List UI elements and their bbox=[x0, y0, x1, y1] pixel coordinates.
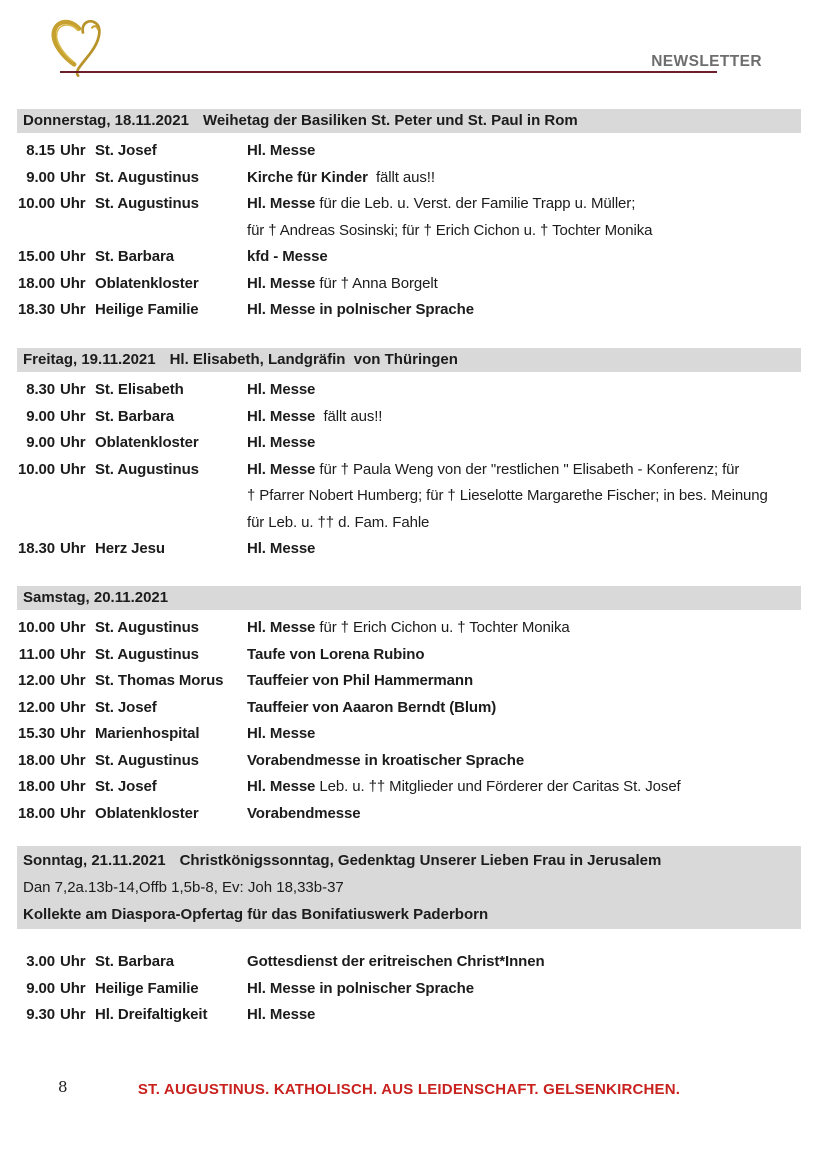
schedule-row bbox=[17, 1002, 801, 1029]
uhr-label: Uhr bbox=[60, 751, 86, 769]
description-cell bbox=[247, 536, 315, 563]
uhr-label: Uhr bbox=[60, 407, 86, 425]
schedule-rows bbox=[17, 949, 801, 1029]
uhr-label: Uhr bbox=[60, 778, 86, 795]
event-intention: für † Andreas Sosinski; für † Erich Cichon u. † Tochter Monika bbox=[247, 221, 653, 239]
event-name: Hl. Messe in polnischer Sprache bbox=[247, 979, 474, 997]
description-cell bbox=[247, 457, 739, 484]
time-cell: 8.30 bbox=[26, 381, 55, 398]
event-name: Hl. Messe bbox=[247, 619, 316, 636]
event-name: Kirche für Kinder bbox=[247, 168, 368, 186]
event-name: Hl. Messe bbox=[247, 460, 316, 478]
footer-slogan: ST. AUGUSTINUS. KATHOLISCH. AUS LEIDENSCHAFT. GELSENKIRCHEN. bbox=[137, 1081, 681, 1098]
event-intention: † Pfarrer Nobert Humberg; für † Lieselotte Margarethe Fischer; in bes. Meinung bbox=[247, 487, 768, 504]
description-cell bbox=[247, 483, 768, 510]
day-section-header-line bbox=[17, 586, 801, 610]
time-cell: 18.00 bbox=[17, 274, 55, 292]
time-cell: 10.00 bbox=[17, 460, 55, 478]
event-name: Hl. Messe bbox=[247, 381, 316, 398]
event-name: Tauffeier von Aaaron Berndt (Blum) bbox=[247, 698, 497, 716]
uhr-label: Uhr bbox=[60, 619, 86, 636]
day-section-header-line bbox=[17, 348, 801, 372]
section-date: Donnerstag, 18.11.2021 bbox=[23, 112, 189, 129]
time-cell: 9.00 bbox=[26, 168, 55, 186]
section-date: Sonntag, 21.11.2021 bbox=[23, 852, 166, 869]
location-cell: St. Augustinus bbox=[95, 751, 199, 769]
uhr-label: Uhr bbox=[60, 979, 86, 997]
time-cell: 3.00 bbox=[26, 953, 55, 970]
location-cell: St. Augustinus bbox=[95, 195, 199, 212]
day-section bbox=[17, 109, 801, 324]
event-name: Hl. Messe bbox=[247, 142, 316, 159]
time-cell: 8.15 bbox=[26, 142, 55, 159]
schedule-row bbox=[17, 457, 801, 484]
schedule-rows bbox=[17, 138, 801, 324]
location-cell: St. Thomas Morus bbox=[95, 672, 224, 689]
schedule-row bbox=[17, 536, 801, 563]
description-cell bbox=[247, 404, 382, 431]
location-cell: Hl. Dreifaltigkeit bbox=[95, 1006, 208, 1023]
description-cell bbox=[247, 297, 474, 324]
description-cell bbox=[247, 642, 424, 669]
event-name: Gottesdienst der eritreischen Christ*Innen bbox=[247, 953, 545, 970]
description-cell bbox=[247, 138, 315, 165]
time-cell: 18.30 bbox=[17, 301, 55, 318]
description-cell bbox=[247, 430, 315, 457]
event-intention: für † Anna Borgelt bbox=[315, 274, 438, 292]
event-name: Hl. Messe bbox=[247, 407, 316, 425]
location-cell: St. Augustinus bbox=[95, 168, 199, 186]
day-section-header bbox=[17, 109, 801, 133]
location-cell: St. Augustinus bbox=[95, 645, 199, 663]
time-cell: 15.00 bbox=[17, 248, 55, 265]
uhr-label: Uhr bbox=[60, 645, 86, 663]
description-cell bbox=[247, 191, 635, 218]
uhr-label: Uhr bbox=[60, 953, 86, 970]
day-section-header bbox=[17, 586, 801, 610]
section-date: Freitag, 19.11.2021 bbox=[23, 351, 156, 368]
uhr-label: Uhr bbox=[60, 672, 86, 689]
schedule-row bbox=[17, 377, 801, 404]
location-cell: St. Josef bbox=[95, 778, 157, 795]
location-cell: Oblatenkloster bbox=[95, 274, 199, 292]
day-section bbox=[17, 846, 801, 1029]
event-intention: für Leb. u. †† d. Fam. Fahle bbox=[247, 513, 430, 531]
event-name: Hl. Messe bbox=[247, 434, 316, 451]
time-cell: 10.00 bbox=[17, 195, 55, 212]
description-cell bbox=[247, 244, 328, 271]
time-cell: 15.30 bbox=[17, 725, 55, 742]
time-cell: 9.00 bbox=[26, 434, 55, 451]
schedule-row-continuation bbox=[17, 218, 801, 245]
section-title: Weihetag der Basiliken St. Peter und St. Paul in Rom bbox=[202, 112, 578, 129]
description-cell bbox=[247, 615, 570, 642]
uhr-label: Uhr bbox=[60, 434, 86, 451]
uhr-label: Uhr bbox=[60, 274, 86, 292]
description-cell bbox=[247, 748, 524, 775]
time-cell: 9.00 bbox=[26, 979, 55, 997]
location-cell: St. Josef bbox=[95, 142, 157, 159]
location-cell: St. Josef bbox=[95, 698, 157, 716]
description-cell bbox=[247, 976, 474, 1003]
time-cell: 9.30 bbox=[26, 1006, 55, 1023]
time-cell: 18.00 bbox=[17, 751, 55, 769]
location-cell: Heilige Familie bbox=[95, 301, 199, 318]
uhr-label: Uhr bbox=[60, 460, 86, 478]
event-name: kfd - Messe bbox=[247, 248, 328, 265]
location-cell: St. Elisabeth bbox=[95, 381, 184, 398]
schedule-row bbox=[17, 748, 801, 775]
schedule-row bbox=[17, 297, 801, 324]
description-cell bbox=[247, 1002, 315, 1029]
day-section-header bbox=[17, 846, 801, 929]
uhr-label: Uhr bbox=[60, 195, 86, 212]
schedule-row bbox=[17, 774, 801, 801]
event-name: Hl. Messe bbox=[247, 195, 316, 212]
day-section-header bbox=[17, 348, 801, 372]
schedule-rows bbox=[17, 615, 801, 827]
section-readings: Dan 7,2a.13b-14,Offb 1,5b-8, Ev: Joh 18,33b-37 bbox=[23, 879, 344, 896]
uhr-label: Uhr bbox=[60, 804, 86, 822]
event-name: Hl. Messe bbox=[247, 274, 316, 292]
description-cell bbox=[247, 949, 545, 976]
location-cell: St. Barbara bbox=[95, 248, 174, 265]
section-title: Christkönigssonntag, Gedenktag Unserer Lieben Frau in Jerusalem bbox=[179, 852, 662, 869]
schedule-rows bbox=[17, 377, 801, 563]
description-cell bbox=[247, 668, 473, 695]
schedule-row bbox=[17, 615, 801, 642]
day-section-header-line bbox=[17, 847, 801, 874]
section-title: Hl. Elisabeth, Landgräfin von Thüringen bbox=[169, 351, 458, 368]
uhr-label: Uhr bbox=[60, 248, 86, 265]
location-cell: Herz Jesu bbox=[95, 540, 165, 557]
uhr-label: Uhr bbox=[60, 301, 86, 318]
location-cell: Marienhospital bbox=[95, 725, 200, 742]
time-cell: 10.00 bbox=[17, 619, 55, 636]
day-section bbox=[17, 586, 801, 827]
schedule-row bbox=[17, 244, 801, 271]
time-cell: 12.00 bbox=[17, 698, 55, 716]
event-name: Hl. Messe bbox=[247, 778, 316, 795]
event-name: Hl. Messe in polnischer Sprache bbox=[247, 301, 474, 318]
schedule-row-continuation bbox=[17, 483, 801, 510]
schedule-row bbox=[17, 695, 801, 722]
newsletter-title: NEWSLETTER bbox=[651, 53, 762, 70]
schedule-row bbox=[17, 721, 801, 748]
event-intention: für die Leb. u. Verst. der Familie Trapp u. Müller; bbox=[315, 195, 636, 212]
description-cell bbox=[247, 774, 681, 801]
time-cell: 18.00 bbox=[17, 804, 55, 822]
schedule-row bbox=[17, 271, 801, 298]
schedule-row bbox=[17, 642, 801, 669]
location-cell: Oblatenkloster bbox=[95, 434, 199, 451]
time-cell: 12.00 bbox=[17, 672, 55, 689]
description-cell bbox=[247, 801, 360, 828]
schedule-row bbox=[17, 976, 801, 1003]
event-name: Hl. Messe bbox=[247, 725, 316, 742]
section-date: Samstag, 20.11.2021 bbox=[23, 589, 169, 606]
day-section bbox=[17, 348, 801, 563]
event-intention: für † Erich Cichon u. † Tochter Monika bbox=[315, 619, 570, 636]
uhr-label: Uhr bbox=[60, 168, 86, 186]
uhr-label: Uhr bbox=[60, 142, 86, 159]
description-cell bbox=[247, 218, 652, 245]
uhr-label: Uhr bbox=[60, 698, 86, 716]
event-name: Vorabendmesse in kroatischer Sprache bbox=[247, 751, 525, 769]
schedule-row bbox=[17, 430, 801, 457]
event-name: Hl. Messe bbox=[247, 1006, 316, 1023]
location-cell: St. Augustinus bbox=[95, 619, 199, 636]
location-cell: Oblatenkloster bbox=[95, 804, 199, 822]
schedule-row bbox=[17, 404, 801, 431]
location-cell: St. Barbara bbox=[95, 953, 174, 970]
description-cell bbox=[247, 695, 496, 722]
location-cell: St. Augustinus bbox=[95, 460, 199, 478]
schedule-row bbox=[17, 165, 801, 192]
time-cell: 11.00 bbox=[18, 645, 55, 663]
event-intention: fällt aus!! bbox=[367, 168, 435, 186]
location-cell: Heilige Familie bbox=[95, 979, 199, 997]
uhr-label: Uhr bbox=[60, 725, 86, 742]
page-number: 8 bbox=[58, 1078, 68, 1096]
uhr-label: Uhr bbox=[60, 1006, 86, 1023]
description-cell bbox=[247, 165, 435, 192]
section-collection-note: Kollekte am Diaspora-Opfertag für das Bonifatiuswerk Paderborn bbox=[23, 906, 489, 923]
schedule-row bbox=[17, 801, 801, 828]
description-cell bbox=[247, 510, 429, 537]
event-name: Hl. Messe bbox=[247, 540, 316, 557]
event-intention: Leb. u. †† Mitglieder und Förderer der Caritas St. Josef bbox=[315, 778, 681, 795]
time-cell: 18.00 bbox=[17, 778, 55, 795]
header-rule bbox=[60, 71, 717, 73]
gold-heart-logo-icon bbox=[48, 16, 112, 78]
location-cell: St. Barbara bbox=[95, 407, 174, 425]
schedule-row bbox=[17, 668, 801, 695]
schedule-row bbox=[17, 191, 801, 218]
event-name: Taufe von Lorena Rubino bbox=[247, 645, 425, 663]
description-cell bbox=[247, 271, 438, 298]
time-cell: 9.00 bbox=[26, 407, 55, 425]
day-section-header-line bbox=[17, 109, 801, 133]
event-intention: für † Paula Weng von der "restlichen " Elisabeth - Konferenz; für bbox=[315, 460, 740, 478]
time-cell: 18.30 bbox=[17, 540, 55, 557]
event-name: Vorabendmesse bbox=[247, 804, 361, 822]
description-cell bbox=[247, 721, 315, 748]
uhr-label: Uhr bbox=[60, 381, 86, 398]
schedule-row bbox=[17, 949, 801, 976]
description-cell bbox=[247, 377, 315, 404]
event-intention: fällt aus!! bbox=[315, 407, 383, 425]
schedule-row-continuation bbox=[17, 510, 801, 537]
event-name: Tauffeier von Phil Hammermann bbox=[247, 672, 474, 689]
uhr-label: Uhr bbox=[60, 540, 86, 557]
schedule-row bbox=[17, 138, 801, 165]
